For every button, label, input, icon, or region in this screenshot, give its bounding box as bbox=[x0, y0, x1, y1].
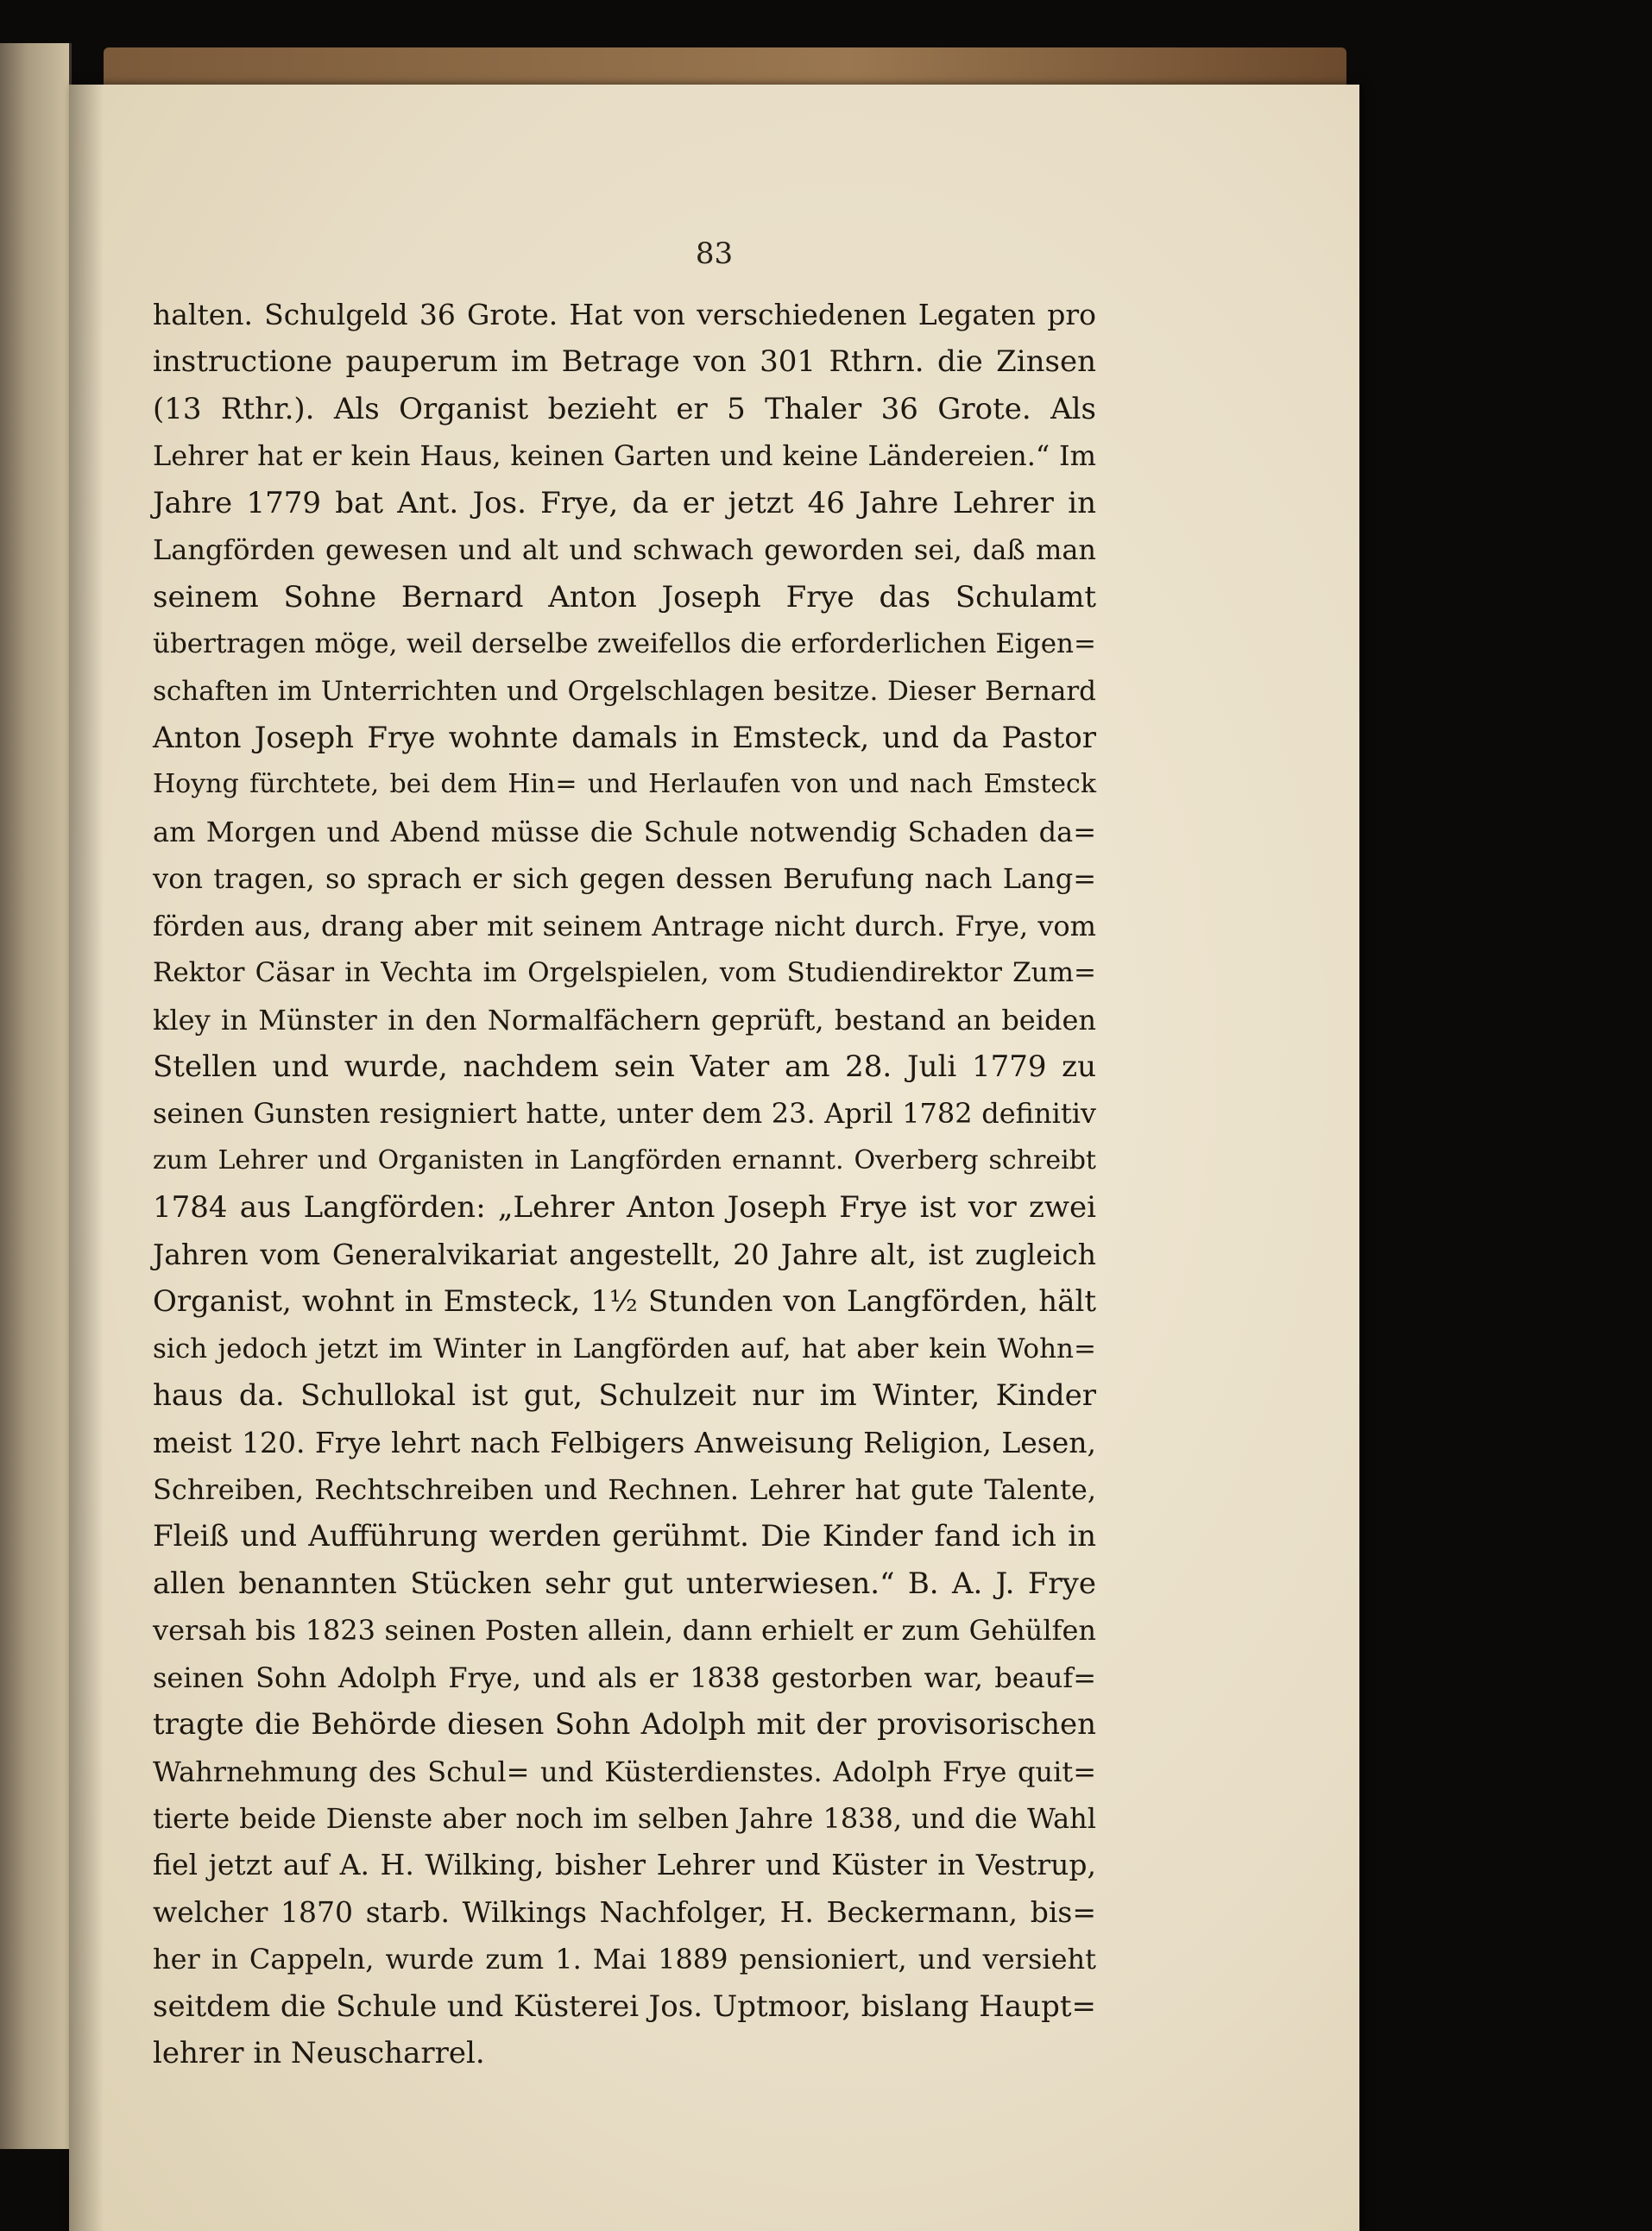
text-line: Organist, wohnt in Emsteck, 1½ Stunden von Langförden, hält bbox=[153, 1284, 1096, 1320]
text-line: (13 Rthr.). Als Organist bezieht er 5 Thaler 36 Grote. Als bbox=[153, 391, 1096, 426]
text-line: kley in Münster in den Normalfächern geprüft, bestand an beiden bbox=[153, 1003, 1096, 1037]
text-line: Schreiben, Rechtschreiben und Rechnen. Lehrer hat gute Talente, bbox=[153, 1472, 1096, 1506]
text-line: sich jedoch jetzt im Winter in Langförden auf, hat aber kein Wohn= bbox=[153, 1333, 1096, 1364]
text-line: am Morgen und Abend müsse die Schule notwendig Schaden da= bbox=[153, 815, 1096, 848]
text-line: welcher 1870 starb. Wilkings Nachfolger, H. Beckermann, bis= bbox=[153, 1894, 1096, 1929]
text-line: Fleiß und Aufführung werden gerühmt. Die Kinder fand ich in bbox=[153, 1519, 1096, 1554]
page-number: 83 bbox=[695, 236, 734, 271]
text-line: tragte die Behörde diesen Sohn Adolph mit der provisorischen bbox=[153, 1707, 1096, 1743]
text-line: tierte beide Dienste aber noch im selben Jahre 1838, und die Wahl bbox=[153, 1802, 1096, 1835]
text-line: meist 120. Frye lehrt nach Felbigers Anweisung Religion, Lesen, bbox=[153, 1425, 1096, 1459]
text-line: halten. Schulgeld 36 Grote. Hat von verschiedenen Legaten pro bbox=[153, 298, 1096, 331]
text-line: haus da. Schullokal ist gut, Schulzeit nur im Winter, Kinder bbox=[153, 1378, 1096, 1414]
text-line: Jahre 1779 bat Ant. Jos. Frye, da er jetzt 46 Jahre Lehrer in bbox=[153, 485, 1096, 520]
book-page bbox=[69, 85, 1359, 2231]
body-text bbox=[153, 292, 1096, 2077]
text-line: Lehrer hat er kein Haus, keinen Garten und keine Ländereien.“ Im bbox=[153, 439, 1096, 473]
text-line: seitdem die Schule und Küsterei Jos. Uptmoor, bislang Haupt= bbox=[153, 1988, 1096, 2024]
text-line: Anton Joseph Frye wohnte damals in Emsteck, und da Pastor bbox=[153, 720, 1096, 755]
text-line: Hoyng fürchtete, bei dem Hin= und Herlaufen von und nach Emsteck bbox=[153, 769, 1096, 800]
text-line: Langförden gewesen und alt und schwach geworden sei, daß man bbox=[153, 533, 1096, 567]
text-line: her in Cappeln, wurde zum 1. Mai 1889 pensioniert, und versieht bbox=[153, 1943, 1096, 1976]
text-line: instructione pauperum im Betrage von 301 Rthrn. die Zinsen bbox=[153, 344, 1096, 380]
text-line: zum Lehrer und Organisten in Langförden ernannt. Overberg schreibt bbox=[153, 1144, 1096, 1175]
text-line: 1784 aus Langförden: „Lehrer Anton Joseph Frye ist vor zwei bbox=[153, 1190, 1096, 1226]
text-line: Jahren vom Generalvikariat angestellt, 20 Jahre alt, ist zugleich bbox=[153, 1237, 1096, 1271]
text-line: seinen Sohn Adolph Frye, und als er 1838 gestorben war, beauf= bbox=[153, 1661, 1096, 1694]
text-line: allen benannten Stücken sehr gut unterwiesen.“ B. A. J. Frye bbox=[153, 1566, 1096, 1601]
text-line: seinem Sohne Bernard Anton Joseph Frye das Schulamt bbox=[153, 579, 1096, 614]
text-line: Wahrnehmung des Schul= und Küsterdienstes. Adolph Frye quit= bbox=[153, 1755, 1096, 1788]
page-gutter-shadow bbox=[69, 85, 104, 2231]
left-page-edge bbox=[0, 43, 72, 2149]
text-line: förden aus, drang aber mit seinem Antrage nicht durch. Frye, vom bbox=[153, 909, 1096, 942]
text-line: von tragen, so sprach er sich gegen dessen Berufung nach Lang= bbox=[153, 862, 1096, 896]
text-line: lehrer in Neuscharrel. bbox=[153, 2036, 485, 2071]
text-line: seinen Gunsten resigniert hatte, unter dem 23. April 1782 definitiv bbox=[153, 1097, 1096, 1131]
text-line: fiel jetzt auf A. H. Wilking, bisher Lehrer und Küster in Vestrup, bbox=[153, 1848, 1096, 1882]
text-line: versah bis 1823 seinen Posten allein, dann erhielt er zum Gehülfen bbox=[153, 1614, 1096, 1648]
text-line: schaften im Unterrichten und Orgelschlagen besitze. Dieser Bernard bbox=[153, 675, 1096, 707]
text-line: übertragen möge, weil derselbe zweifellos die erforderlichen Eigen= bbox=[153, 628, 1096, 660]
text-line: Stellen und wurde, nachdem sein Vater am 28. Juli 1779 zu bbox=[153, 1049, 1096, 1084]
text-line: Rektor Cäsar in Vechta im Orgelspielen, vom Studiendirektor Zum= bbox=[153, 957, 1096, 989]
